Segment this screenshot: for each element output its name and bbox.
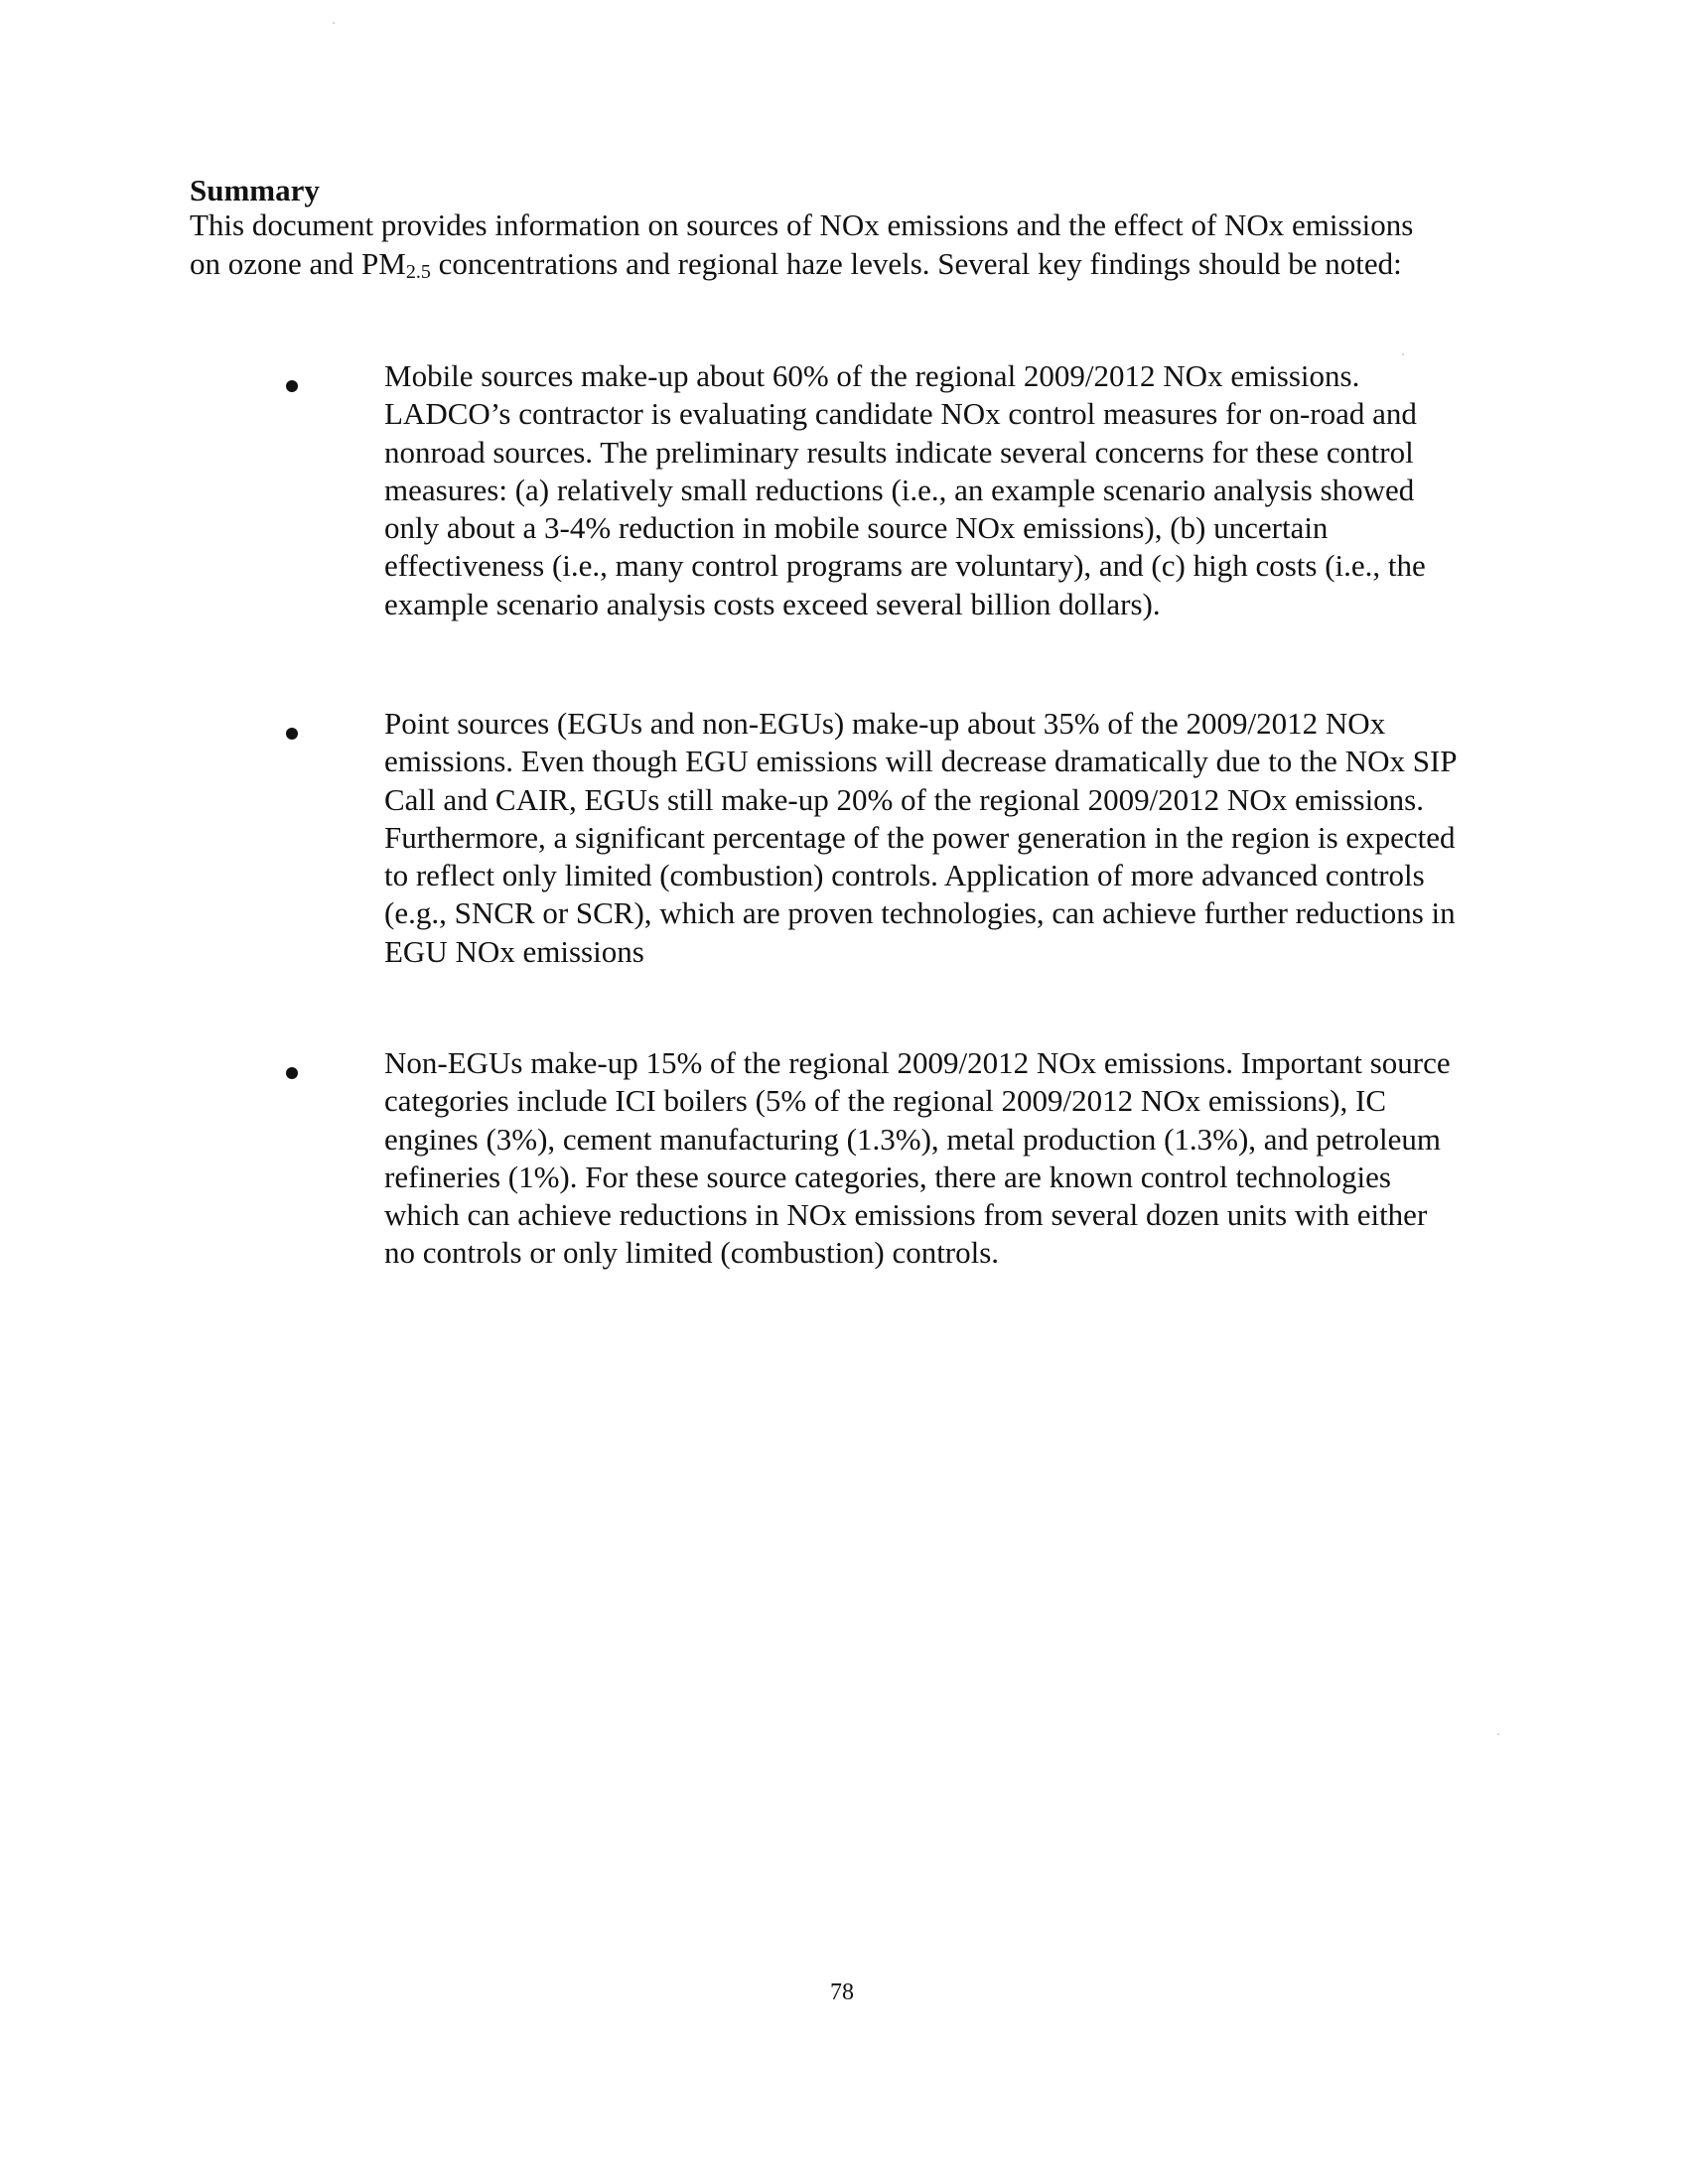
page-number: 78 <box>830 1979 854 2005</box>
intro-text-after: concentrations and regional haze levels. Several key findings should be noted: <box>430 245 1402 281</box>
scan-speck <box>1497 1733 1499 1735</box>
finding-text: Point sources (EGUs and non-EGUs) make-up about 35% of the 2009/2012 NOx emissions. Even though EGU emissions will decrease dramatically due to the NOx SIP Call and CAIR, EGUs still make-up 20% of the regional 2009/2012 NOx emissions. Furthermore, a significant percentage of the power generation in the region is expected to reflect only limited (combustion) controls. Application of more advanced controls (e.g., SNCR or SCR), which are proven technologies, can achieve further reductions in EGU NOx emissions <box>384 706 1457 969</box>
pm-subscript: 2.5 <box>405 260 431 283</box>
bullet-icon <box>286 728 298 740</box>
scan-speck <box>1402 353 1404 355</box>
bullet-icon <box>286 380 298 392</box>
intro-paragraph <box>190 206 1441 283</box>
finding-text: Non-EGUs make-up 15% of the regional 2009/2012 NOx emissions. Important source categories include ICI boilers (5% of the regional 2009/2012 NOx emissions), IC engines (3%), cement manufacturing (1.3%), metal production (1.3%), and petroleum refineries (1%). For these source categories, there are known control technologies which can achieve reductions in NOx emissions from several dozen units with either no controls or only limited (combustion) controls. <box>384 1045 1451 1271</box>
scan-speck <box>333 22 335 24</box>
intro-text-before: This document provides information on sources of NOx emissions and the effect of NOx emissions on ozone and PM <box>190 207 1414 281</box>
bullet-icon <box>286 1067 298 1079</box>
summary-heading: Summary <box>190 173 320 207</box>
finding-text: Mobile sources make-up about 60% of the regional 2009/2012 NOx emissions. LADCO’s contractor is evaluating candidate NOx control measures for on-road and nonroad sources. The preliminary results indicate several concerns for these control measures: (a) relatively small reductions (i.e., an example scenario analysis showed only about a 3-4% reduction in mobile source NOx emissions), (b) uncertain effectiveness (i.e., many control programs are voluntary), and (c) high costs (i.e., the example scenario analysis costs exceed several billion dollars). <box>384 358 1426 621</box>
